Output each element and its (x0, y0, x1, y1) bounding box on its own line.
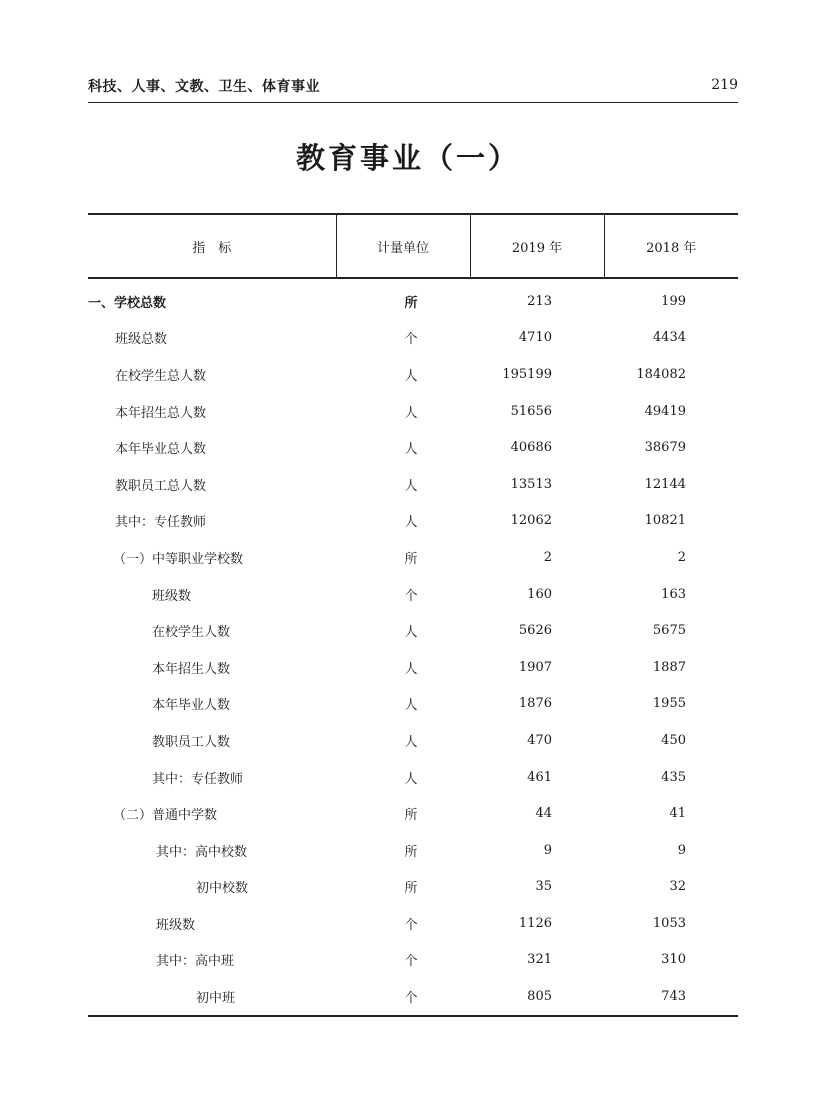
value-2019-cell: 40686 (510, 440, 552, 456)
value-2018-cell: 1053 (652, 915, 686, 931)
indicator-cell: 一、学校总数 (88, 295, 167, 311)
value-2019-cell: 461 (527, 769, 552, 785)
table-header-row (88, 214, 738, 278)
value-2018-cell: 1955 (652, 696, 686, 712)
unit-cell: 所 (404, 844, 418, 860)
value-2018-cell: 41 (669, 806, 686, 822)
unit-cell: 个 (404, 954, 418, 970)
table-row (88, 393, 738, 430)
indicator-cell: 初中班 (88, 978, 336, 1016)
table-row (88, 503, 738, 540)
table-row (88, 539, 738, 576)
unit-cell: 人 (404, 661, 418, 677)
value-2018-cell: 2 (677, 549, 686, 565)
value-2018-cell: 38679 (644, 440, 686, 456)
value-2018-cell: 32 (669, 879, 686, 895)
indicator-cell: 本年毕业总人数 (115, 442, 207, 458)
value-2019-cell: 5626 (518, 623, 552, 639)
value-2019-cell: 9 (543, 842, 552, 858)
indicator-cell: 教职员工人数 (152, 734, 231, 750)
unit-cell: 人 (404, 368, 418, 384)
unit-cell: 人 (404, 698, 418, 714)
running-header (88, 72, 738, 103)
value-2018-cell: 310 (661, 952, 686, 968)
value-2018-cell: 199 (661, 293, 686, 309)
value-2018-cell: 163 (661, 586, 686, 602)
indicator-cell: 本年毕业人数 (152, 698, 231, 714)
table-row (88, 278, 738, 320)
column-header-indicator: 指 标 (88, 214, 336, 278)
value-2019-cell: 44 (535, 806, 552, 822)
unit-cell: 人 (404, 515, 418, 531)
indicator-cell: （二）普通中学数 (113, 808, 218, 824)
value-2018-cell: 12144 (644, 476, 686, 492)
page-number: 219 (711, 77, 738, 93)
unit-cell: 所 (404, 551, 418, 567)
column-header-2018: 2018 年 (604, 214, 738, 278)
table-row (88, 649, 738, 686)
table-row (88, 722, 738, 759)
column-header-2019: 2019 年 (470, 214, 604, 278)
table-row (88, 576, 738, 613)
value-2018-cell: 184082 (636, 366, 686, 382)
unit-cell: 人 (404, 478, 418, 494)
indicator-cell: 其中：专任教师 (115, 515, 207, 531)
indicator-cell: 班级数 (152, 588, 192, 604)
indicator-cell: 本年招生人数 (152, 661, 231, 677)
unit-cell: 个 (404, 917, 418, 933)
indicator-cell: 教职员工总人数 (115, 478, 207, 494)
indicator-cell: 其中：专任教师 (152, 771, 244, 787)
value-2018-cell: 4434 (652, 330, 686, 346)
value-2019-cell: 321 (527, 952, 552, 968)
indicator-cell: 在校学生总人数 (115, 368, 207, 384)
value-2018-cell: 9 (677, 842, 686, 858)
section-title: 科技、人事、文教、卫生、体育事业 (88, 79, 320, 95)
table-row (88, 759, 738, 796)
value-2019-cell: 2 (543, 549, 552, 565)
table-row (88, 320, 738, 357)
table-row (88, 466, 738, 503)
value-2019-cell: 1126 (518, 915, 552, 931)
value-2018-cell: 5675 (652, 623, 686, 639)
value-2019-cell: 805 (470, 978, 604, 1016)
education-statistics-table (88, 213, 738, 1017)
unit-cell: 人 (404, 771, 418, 787)
indicator-cell: 本年招生总人数 (115, 405, 207, 421)
value-2019-cell: 13513 (510, 476, 552, 492)
unit-cell: 所 (404, 295, 418, 311)
value-2018-cell: 743 (604, 978, 738, 1016)
table-row (88, 795, 738, 832)
value-2018-cell: 49419 (644, 403, 686, 419)
indicator-cell: 班级总数 (115, 332, 168, 348)
table-row (88, 356, 738, 393)
indicator-cell: 初中校数 (196, 881, 249, 897)
table-row (88, 869, 738, 906)
table-row (88, 832, 738, 869)
indicator-cell: （一）中等职业学校数 (113, 551, 244, 567)
value-2019-cell: 195199 (502, 366, 552, 382)
table-row (88, 686, 738, 723)
table-body (88, 278, 738, 1016)
table-row (88, 612, 738, 649)
table-row (88, 905, 738, 942)
indicator-cell: 其中：高中班 (156, 954, 235, 970)
indicator-cell: 在校学生人数 (152, 625, 231, 641)
unit-cell: 个 (404, 332, 418, 348)
unit-cell: 人 (404, 734, 418, 750)
column-header-unit: 计量单位 (336, 214, 470, 278)
value-2018-cell: 450 (661, 732, 686, 748)
value-2019-cell: 213 (527, 293, 552, 309)
value-2019-cell: 1876 (518, 696, 552, 712)
value-2019-cell: 470 (527, 732, 552, 748)
value-2018-cell: 1887 (652, 659, 686, 675)
value-2019-cell: 35 (535, 879, 552, 895)
indicator-cell: 班级数 (156, 917, 196, 933)
table-row (88, 942, 738, 979)
unit-cell: 人 (404, 442, 418, 458)
unit-cell: 人 (404, 405, 418, 421)
value-2019-cell: 1907 (518, 659, 552, 675)
value-2018-cell: 435 (661, 769, 686, 785)
value-2019-cell: 51656 (510, 403, 552, 419)
table-row (88, 978, 738, 1016)
indicator-cell: 其中：高中校数 (156, 844, 248, 860)
unit-cell: 个 (404, 588, 418, 604)
unit-cell: 个 (336, 978, 470, 1016)
table-row (88, 429, 738, 466)
unit-cell: 人 (404, 625, 418, 641)
unit-cell: 所 (404, 808, 418, 824)
page-title: 教育事业（一） (295, 141, 520, 175)
value-2019-cell: 160 (527, 586, 552, 602)
unit-cell: 所 (404, 881, 418, 897)
value-2019-cell: 4710 (518, 330, 552, 346)
value-2019-cell: 12062 (510, 513, 552, 529)
value-2018-cell: 10821 (644, 513, 686, 529)
